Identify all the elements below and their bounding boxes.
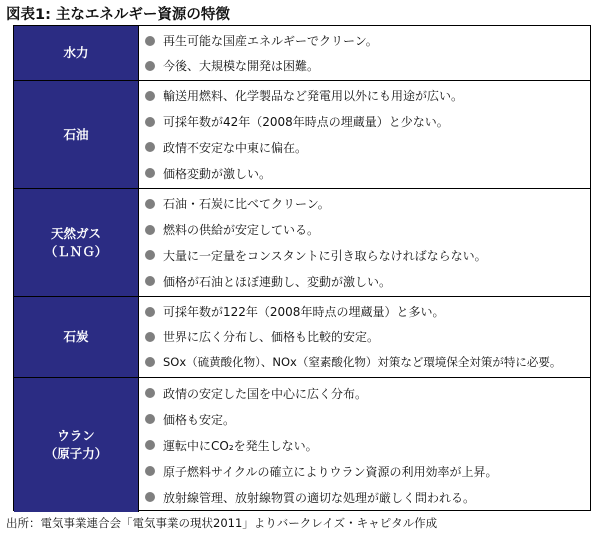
- bullet-icon: [145, 414, 155, 424]
- item-text: SOx（硫黄酸化物）、NOx（窒素酸化物）対策など環境保全対策が特に必要。: [163, 355, 562, 370]
- bullet-icon: [145, 225, 155, 235]
- row-label-line: （ＬＮＧ）: [44, 243, 108, 259]
- row-label-line: 天然ガス: [50, 225, 101, 241]
- bullet-icon: [145, 61, 155, 71]
- item-text: 石油・石炭に比べてクリーン。: [163, 197, 330, 212]
- table-row-hydro: [14, 26, 590, 80]
- row-label-line: 水力: [63, 45, 89, 60]
- list-item: [139, 484, 590, 510]
- row-label-line: 石炭: [63, 329, 89, 344]
- item-text: 今後、大規模な開発は困難。: [163, 59, 320, 73]
- list-item: [139, 53, 590, 78]
- list-item: [139, 299, 590, 324]
- item-text: 可採年数が42年（2008年時点の埋蔵量）と少ない。: [163, 115, 449, 130]
- bullet-icon: [145, 142, 155, 152]
- list-item: [139, 217, 590, 243]
- row-label-line: 石油: [63, 126, 89, 142]
- list-item: [139, 160, 590, 186]
- bullet-icon: [145, 199, 155, 209]
- item-text: 政情不安定な中東に偏在。: [163, 140, 308, 155]
- bullet-icon: [145, 91, 155, 101]
- bullet-icon: [145, 357, 155, 367]
- item-text: 価格が石油とほぼ連動し、変動が激しい。: [163, 274, 392, 289]
- bullet-icon: [145, 466, 155, 476]
- list-item: [139, 243, 590, 269]
- item-text: 再生可能な国産エネルギーでクリーン。: [163, 34, 378, 48]
- bullet-icon: [145, 388, 155, 398]
- row-items: [139, 378, 590, 512]
- list-item: [139, 28, 590, 53]
- row-label-oil: [14, 81, 139, 188]
- item-text: 可採年数が122年（2008年時点の埋蔵量）と多い。: [163, 305, 445, 320]
- energy-table: [13, 25, 591, 511]
- item-text: 価格変動が激しい。: [163, 166, 272, 181]
- item-text: 燃料の供給が安定している。: [163, 223, 320, 238]
- bullet-icon: [145, 117, 155, 127]
- bullet-icon: [145, 276, 155, 286]
- row-label-hydro: [14, 26, 139, 80]
- source-footnote: 出所：電気事業連合会「電気事業の現状2011」よりバークレイズ・キャピタル作成: [6, 516, 438, 530]
- bullet-icon: [145, 168, 155, 178]
- row-label-line: ウラン: [57, 428, 95, 443]
- list-item: [139, 268, 590, 294]
- item-text: 価格も安定。: [163, 412, 236, 427]
- item-text: 輸送用燃料、化学製品など発電用以外にも用途が広い。: [163, 89, 464, 104]
- table-row-coal: [14, 296, 590, 377]
- row-label-line: （原子力）: [44, 446, 108, 461]
- row-label-coal: [14, 297, 139, 377]
- row-items: [139, 81, 590, 188]
- list-item: [139, 83, 590, 109]
- item-text: 放射線管理、放射線物質の適切な処理が厳しく問われる。: [163, 490, 476, 505]
- list-item: [139, 406, 590, 432]
- list-item: [139, 432, 590, 458]
- row-label-lng: [14, 189, 139, 296]
- row-items: [139, 189, 590, 296]
- bullet-icon: [145, 36, 155, 46]
- bullet-icon: [145, 250, 155, 260]
- table-row-oil: [14, 80, 590, 188]
- list-item: [139, 191, 590, 217]
- item-text: 原子燃料サイクルの確立によりウラン資源の利用効率が上昇。: [163, 464, 498, 479]
- row-items: [139, 26, 590, 80]
- item-text: 世界に広く分布し、価格も比較的安定。: [163, 330, 380, 345]
- item-text: 運転中にCO₂を発生しない。: [163, 438, 318, 453]
- bullet-icon: [145, 492, 155, 502]
- table-row-uranium: [14, 377, 590, 512]
- list-item: [139, 350, 590, 375]
- figure-title: 図表1: 主なエネルギー資源の特徴: [6, 7, 230, 23]
- bullet-icon: [145, 332, 155, 342]
- table-row-lng: [14, 188, 590, 296]
- list-item: [139, 324, 590, 349]
- bullet-icon: [145, 440, 155, 450]
- list-item: [139, 135, 590, 161]
- list-item: [139, 458, 590, 484]
- item-text: 大量に一定量をコンスタントに引き取らなければならない。: [163, 248, 487, 263]
- row-label-uranium: [14, 378, 139, 512]
- bullet-icon: [145, 307, 155, 317]
- row-items: [139, 297, 590, 377]
- item-text: 政情の安定した国を中心に広く分布。: [163, 386, 368, 401]
- list-item: [139, 109, 590, 135]
- list-item: [139, 380, 590, 406]
